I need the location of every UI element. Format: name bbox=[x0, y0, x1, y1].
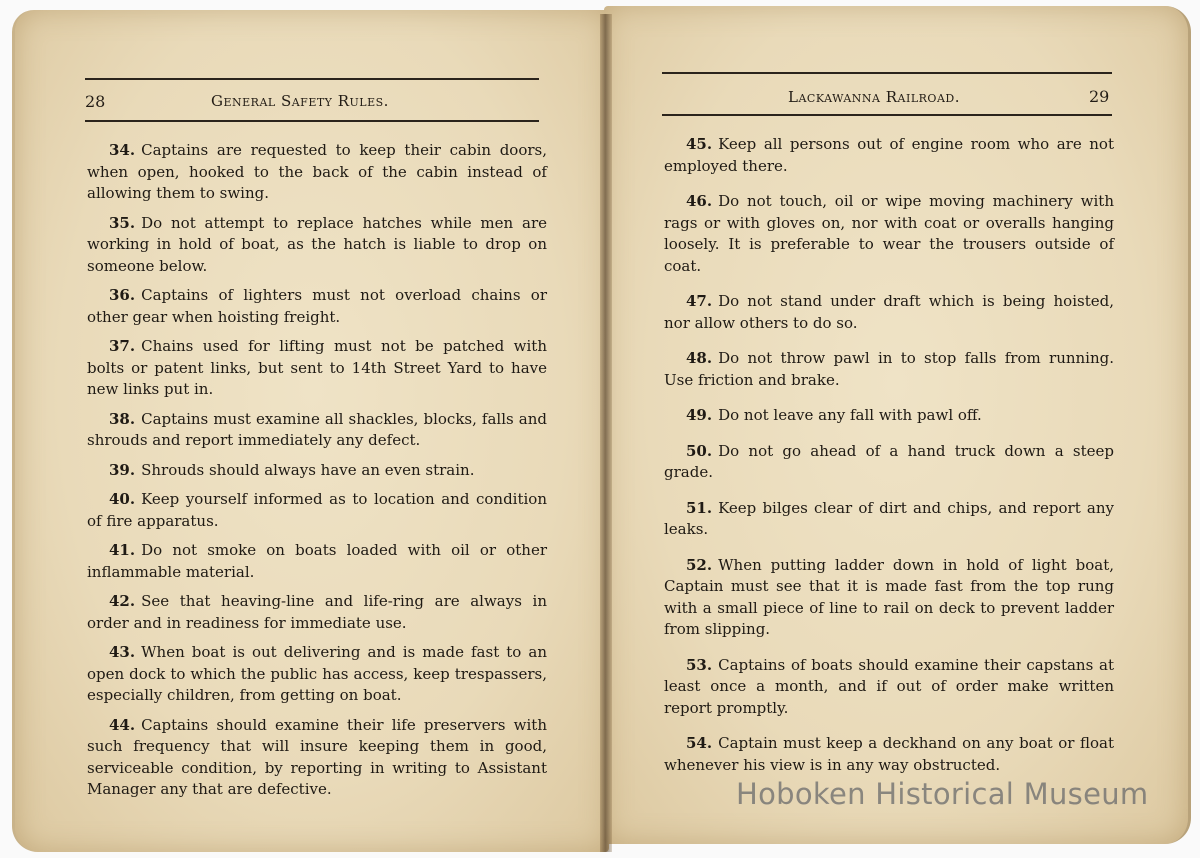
rules-list bbox=[664, 134, 1114, 776]
page-number: 28 bbox=[85, 92, 106, 111]
rule-50 bbox=[664, 441, 1114, 484]
rule-54 bbox=[664, 733, 1114, 776]
rule-number: 54. bbox=[686, 734, 713, 752]
rule-text: See that heaving-line and life-ring are always in order and in readiness for immediate use. bbox=[87, 592, 547, 632]
rule-text: Captains of lighters must not overload chains or other gear when hoisting freight. bbox=[87, 286, 547, 326]
page-header: General Safety Rules. bbox=[211, 92, 389, 110]
page-header: Lackawanna Railroad. bbox=[788, 88, 960, 106]
rule-text: Shrouds should always have an even strain. bbox=[141, 460, 475, 479]
rule-text: Captains are requested to keep their cabin doors, when open, hooked to the back of the cabin instead of allowing them to swing. bbox=[87, 141, 547, 202]
rule-53 bbox=[664, 655, 1114, 720]
rule-37 bbox=[87, 336, 547, 401]
rule-text: When putting ladder down in hold of light boat, Captain must see that it is made fast from the top rung with a small piece of line to rail on deck to prevent ladder from slipping. bbox=[664, 555, 1114, 638]
header-rule-bottom bbox=[85, 120, 539, 122]
rule-number: 46. bbox=[686, 192, 713, 210]
rule-39 bbox=[87, 460, 547, 482]
rule-number: 35. bbox=[109, 213, 136, 232]
rule-48 bbox=[664, 348, 1114, 391]
rule-text: Keep all persons out of engine room who are not employed there. bbox=[664, 135, 1114, 175]
rule-text: Do not smoke on boats loaded with oil or other inflammable material. bbox=[87, 541, 547, 581]
rule-43 bbox=[87, 642, 547, 707]
rule-40 bbox=[87, 489, 547, 532]
open-booklet bbox=[8, 6, 1190, 852]
rule-text: Do not leave any fall with pawl off. bbox=[718, 406, 982, 424]
rule-text: Do not stand under draft which is being hoisted, nor allow others to do so. bbox=[664, 292, 1114, 332]
rule-35 bbox=[87, 213, 547, 278]
rule-51 bbox=[664, 498, 1114, 541]
rule-number: 39. bbox=[109, 460, 136, 479]
rule-number: 43. bbox=[109, 643, 136, 661]
rule-number: 34. bbox=[109, 141, 136, 159]
rule-number: 37. bbox=[109, 337, 136, 355]
rule-number: 52. bbox=[686, 555, 713, 574]
rule-36 bbox=[87, 285, 547, 328]
rule-42 bbox=[87, 591, 547, 634]
rule-45 bbox=[664, 134, 1114, 177]
rule-number: 42. bbox=[109, 592, 136, 610]
rule-46 bbox=[664, 191, 1114, 277]
rule-number: 45. bbox=[686, 135, 713, 153]
rule-number: 50. bbox=[686, 441, 713, 460]
rule-text: When boat is out delivering and is made fast to an open dock to which the public has access, keep trespassers, especially children, from getting on boat. bbox=[87, 643, 547, 704]
page-number: 29 bbox=[1089, 87, 1110, 106]
rule-text: Captains of boats should examine their capstans at least once a month, and if out of order make written report promptly. bbox=[664, 655, 1114, 717]
rule-number: 48. bbox=[686, 349, 713, 367]
rule-number: 44. bbox=[109, 715, 136, 734]
header-rule-top bbox=[662, 72, 1112, 74]
rule-number: 51. bbox=[686, 498, 713, 517]
rule-text: Chains used for lifting must not be patched with bolts or patent links, but sent to 14th Street Yard to have new links put in. bbox=[87, 337, 547, 398]
rule-text: Do not go ahead of a hand truck down a steep grade. bbox=[664, 441, 1114, 481]
rule-number: 38. bbox=[109, 409, 136, 428]
left-page bbox=[12, 10, 609, 852]
rule-text: Do not touch, oil or wipe moving machinery with rags or with gloves on, nor with coat or overalls hanging loosely. It is preferable to wear the trousers outside of coat. bbox=[664, 192, 1114, 275]
rule-text: Keep bilges clear of dirt and chips, and report any leaks. bbox=[664, 498, 1114, 538]
right-page bbox=[604, 6, 1191, 844]
rule-52 bbox=[664, 555, 1114, 641]
rule-text: Do not throw pawl in to stop falls from running. Use friction and brake. bbox=[664, 349, 1114, 389]
rule-number: 53. bbox=[686, 655, 713, 674]
rules-list bbox=[87, 140, 547, 801]
rule-number: 40. bbox=[109, 490, 136, 508]
book-spine-gutter bbox=[600, 14, 612, 852]
rule-text: Captain must keep a deckhand on any boat or float whenever his view is in any way obstructed. bbox=[664, 734, 1114, 774]
rule-34 bbox=[87, 140, 547, 205]
rule-38 bbox=[87, 409, 547, 452]
rule-47 bbox=[664, 291, 1114, 334]
rule-49 bbox=[664, 405, 1114, 427]
rule-number: 36. bbox=[109, 286, 136, 304]
rule-text: Captains should examine their life preservers with such frequency that will insure keeping them in good, serviceable condition, by reporting in writing to Assistant Manager any that are defective. bbox=[87, 715, 547, 798]
header-rule-top bbox=[85, 78, 539, 80]
rule-text: Keep yourself informed as to location and condition of fire apparatus. bbox=[87, 490, 547, 530]
rule-number: 41. bbox=[109, 541, 136, 559]
rule-number: 49. bbox=[686, 406, 713, 424]
rule-number: 47. bbox=[686, 292, 713, 310]
header-rule-bottom bbox=[662, 114, 1112, 116]
rule-41 bbox=[87, 540, 547, 583]
rule-text: Do not attempt to replace hatches while men are working in hold of boat, as the hatch is liable to drop on someone below. bbox=[87, 213, 547, 275]
rule-44 bbox=[87, 715, 547, 801]
museum-watermark: Hoboken Historical Museum bbox=[736, 777, 1149, 811]
rule-text: Captains must examine all shackles, blocks, falls and shrouds and report immediately any defect. bbox=[87, 409, 547, 449]
